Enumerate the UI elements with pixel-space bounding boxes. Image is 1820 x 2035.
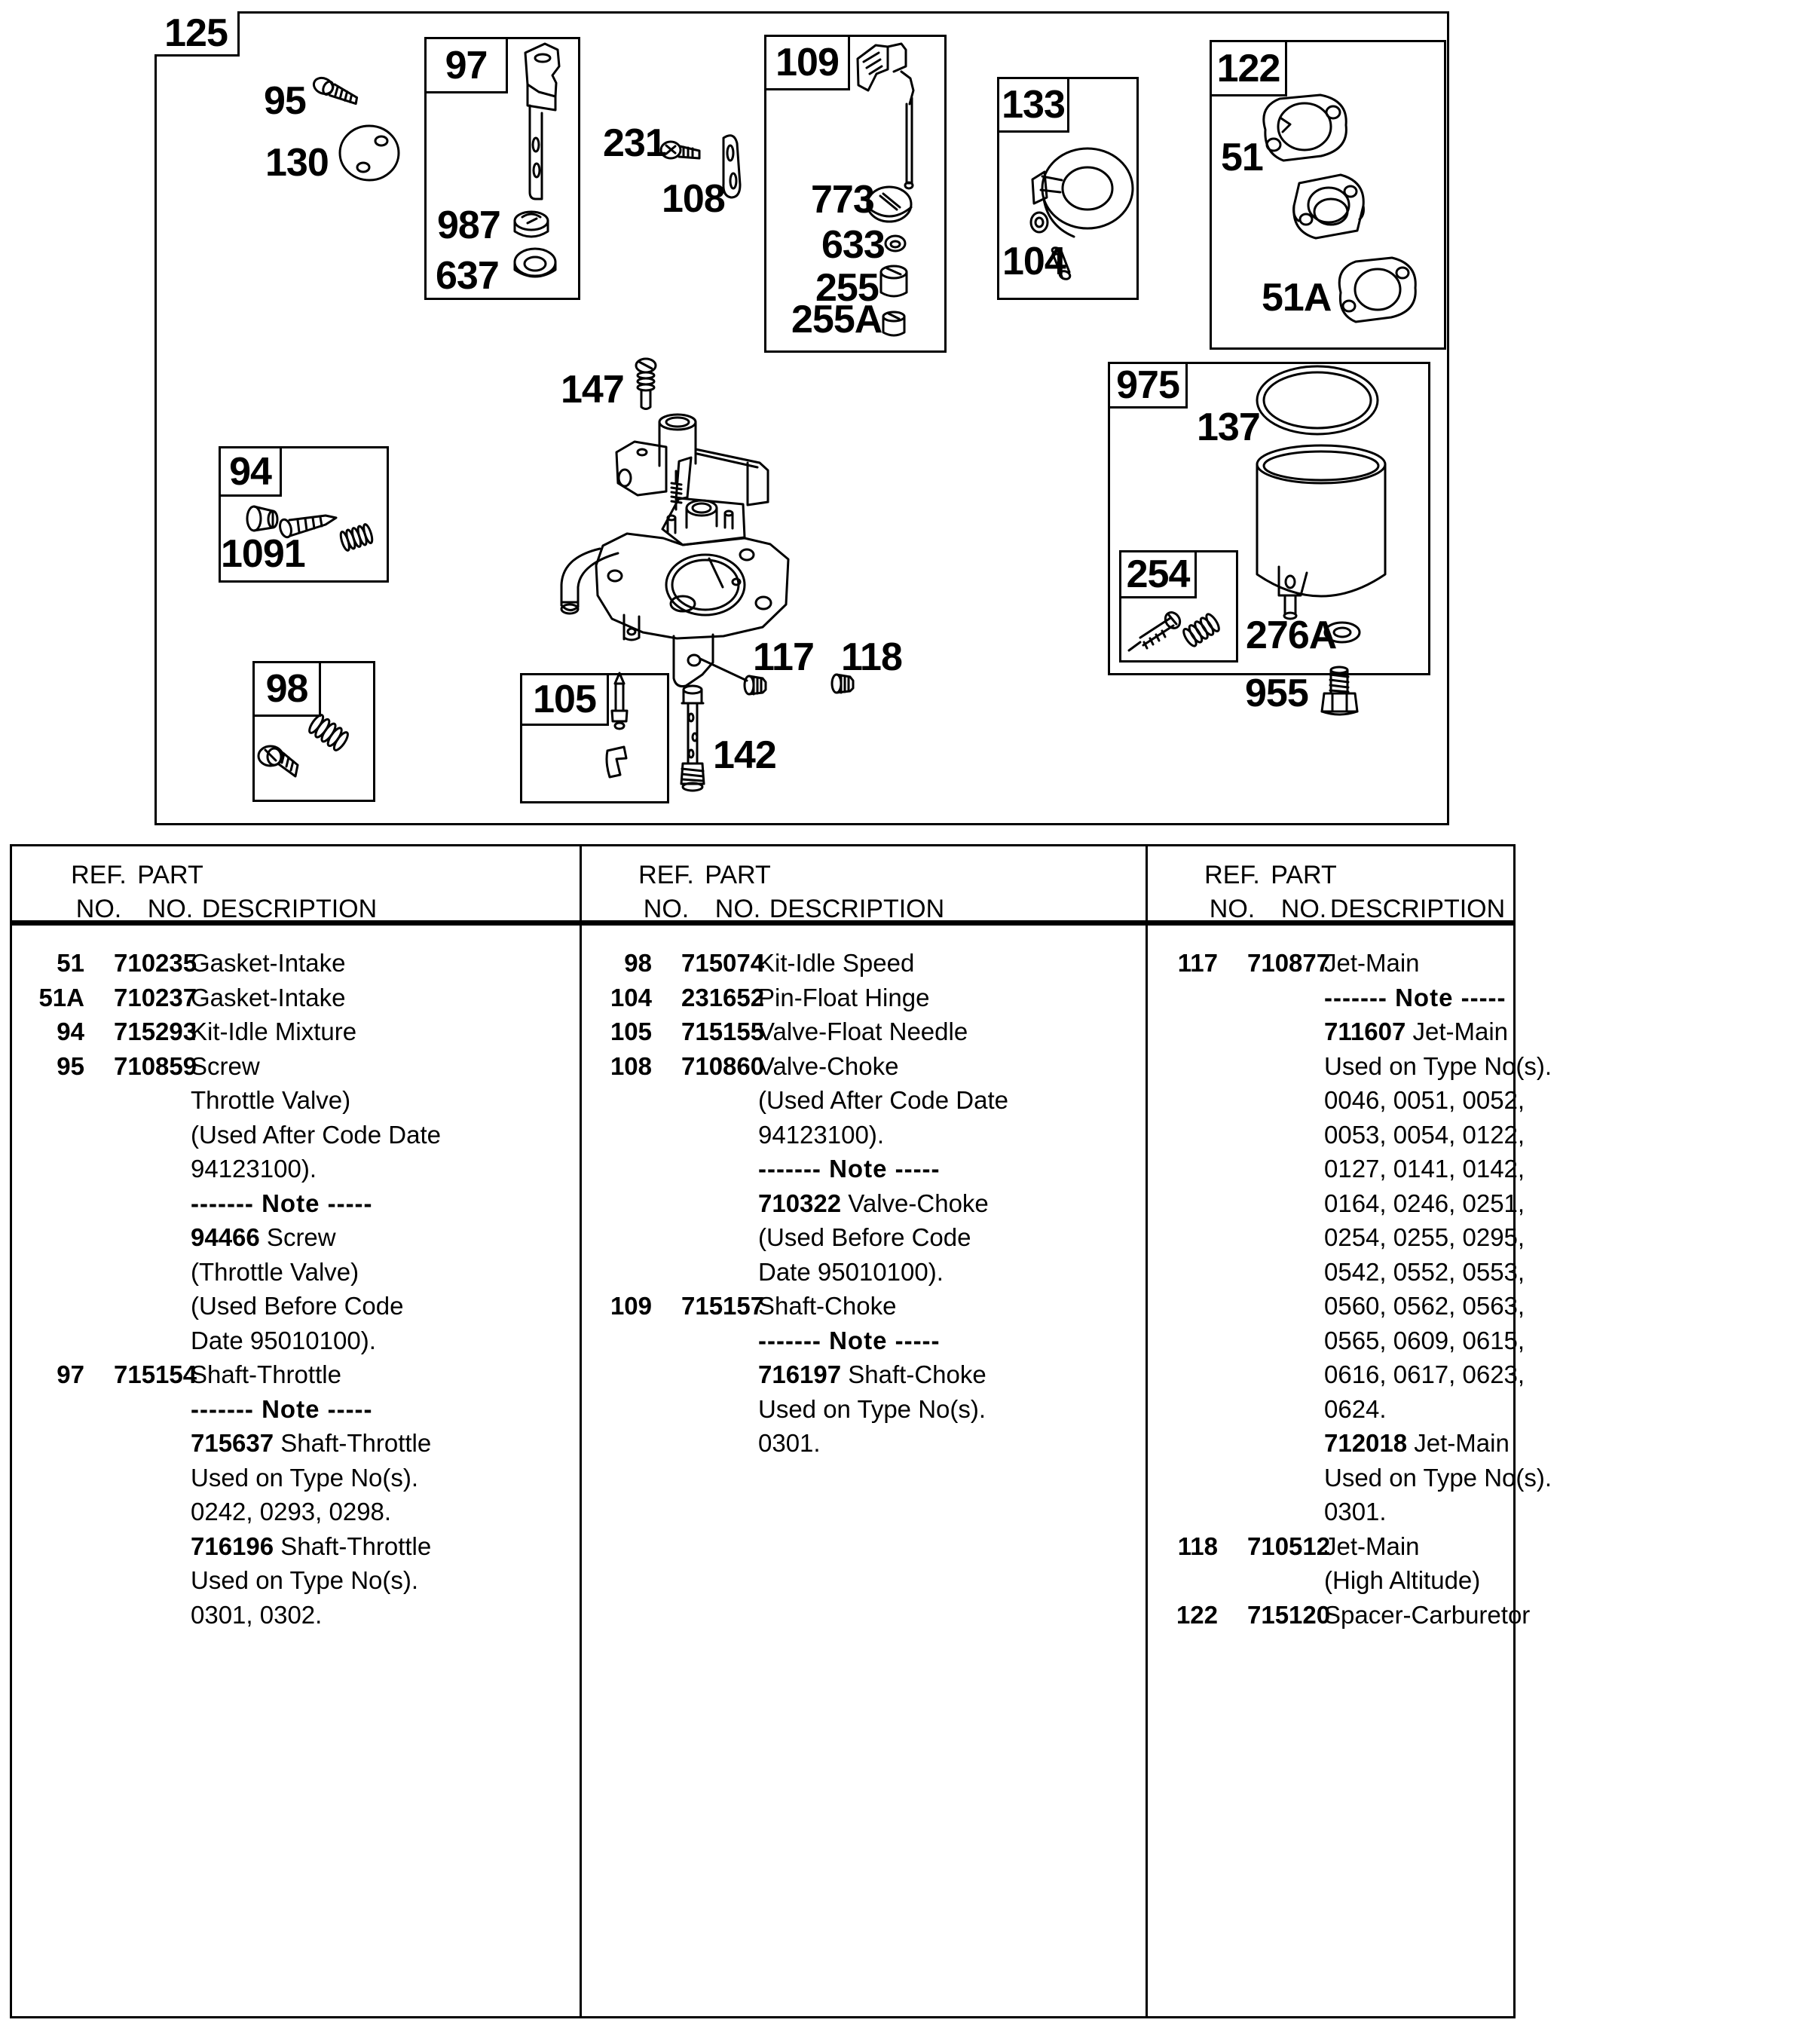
group-label-109-text: 109 [775,41,839,84]
description-cell: Kit-Idle Speed [758,949,915,977]
description-cell: (Used Before Code [758,1223,971,1251]
table-line [1146,1495,1513,1529]
description-cell: 0242, 0293, 0298. [191,1498,392,1525]
ref-no-cell: 104 [610,983,652,1011]
group-label-122-text: 122 [1216,46,1280,90]
col3-ref-header-line2: NO. [1209,895,1256,923]
group-label-94-text: 94 [229,449,271,494]
table-line [580,1426,1146,1461]
table-line [12,1186,580,1221]
group-label-98 [255,663,321,717]
description-cell: Kit-Idle Mixture [191,1017,357,1045]
part-no-cell: 715157 [681,1292,765,1320]
col1-ref-header-line1: REF. [71,861,127,889]
parts-table [10,844,1552,2018]
part-no-cell: 710859 [114,1051,197,1080]
ref-no-cell: 118 [1177,1532,1218,1560]
description-cell: Spacer-Carburetor [1324,1600,1531,1629]
description-cell: 94466 Screw [191,1223,336,1251]
description-cell: Date 95010100). [758,1257,944,1286]
note-divider: ------- Note ----- [758,1326,941,1354]
description-cell: Date 95010100). [191,1326,376,1354]
table-line [580,981,1146,1015]
part-no-cell: 715074 [681,949,765,977]
table-line [1146,1118,1525,1152]
table-line [12,1049,580,1084]
description-cell: Shaft-Throttle [191,1360,341,1388]
part-no-cell: 715154 [114,1360,197,1388]
description-cell: Gasket-Intake [191,983,346,1011]
part-label-104: 104 [1002,240,1066,283]
part-no-cell: 231652 [681,983,765,1011]
ref-no-cell: 94 [57,1017,84,1045]
description-cell: 0053, 0054, 0122, [1324,1120,1525,1149]
group-label-133-text: 133 [1002,83,1065,127]
part-label-276a: 276A [1246,614,1337,657]
table-line [12,1220,580,1255]
col2-desc-header: DESCRIPTION [769,895,945,923]
part-label-637: 637 [436,254,499,298]
part-label-231: 231 [603,121,666,165]
col1-desc-header: DESCRIPTION [201,895,378,923]
description-cell: 0542, 0552, 0553, [1324,1257,1525,1286]
part-label-147: 147 [561,368,624,412]
table-line [1146,1049,1552,1084]
description-cell: Used on Type No(s). [191,1566,419,1594]
table-line [12,1118,580,1152]
col3-part-header-line1: PART [1271,861,1337,889]
description-cell: 712018 Jet-Main [1324,1429,1510,1457]
table-line [580,1118,1146,1152]
description-cell: 710322 Valve-Choke [758,1189,989,1217]
ref-no-cell: 122 [1176,1600,1218,1629]
table-line [1146,1563,1513,1598]
description-cell: 0164, 0246, 0251, [1324,1189,1525,1217]
table-line [1146,1461,1552,1495]
part-label-987: 987 [437,204,500,247]
description-cell: Jet-Main [1324,949,1420,977]
part-label-255: 255 [815,266,879,310]
description-cell: (Used Before Code [191,1292,404,1320]
group-label-254 [1121,552,1197,598]
screw-231-icon [661,142,699,158]
col2-part-header-line1: PART [705,861,771,889]
group-label-97 [427,39,508,93]
table-line [580,946,1146,981]
part-label-773: 773 [811,178,874,222]
table-line [12,1495,580,1529]
group-label-975 [1110,364,1188,409]
description-cell: 0565, 0609, 0615, [1324,1326,1525,1354]
table-line [580,1186,1146,1221]
group-label-97-text: 97 [445,43,488,87]
ref-no-cell: 117 [1177,949,1218,977]
description-cell: 0301. [1324,1498,1387,1525]
part-label-1091: 1091 [221,532,305,576]
cover-plate-130-icon [340,126,399,180]
note-divider: ------- Note ----- [1324,983,1506,1011]
table-line [12,946,580,981]
part-label-130: 130 [265,141,329,185]
table-line [580,1392,1146,1427]
table-line [1146,1529,1513,1564]
part-label-51: 51 [1221,136,1263,179]
description-cell: 0046, 0051, 0052, [1324,1086,1525,1114]
part-no-cell: 710237 [114,983,197,1011]
description-cell: 0301, 0302. [191,1600,323,1629]
group-label-105-text: 105 [533,678,596,721]
col2-ref-header-line2: NO. [643,895,690,923]
col3-desc-header: DESCRIPTION [1329,895,1506,923]
description-cell: (Throttle Valve) [191,1257,359,1286]
col2-part-header-line2: NO. [714,895,761,923]
table-line [12,1461,580,1495]
ref-no-cell: 51 [57,949,84,977]
description-cell: 0560, 0562, 0563, [1324,1292,1525,1320]
part-label-255a: 255A [791,298,882,341]
group-label-254-text: 254 [1126,552,1190,596]
table-line [580,1255,1146,1290]
table-line [580,1152,1146,1186]
group-label-133 [999,79,1069,133]
col1-part-header-line1: PART [137,861,203,889]
group-label-98-text: 98 [265,667,308,711]
ref-no-cell: 105 [610,1017,652,1045]
table-line [1146,1598,1531,1633]
description-cell: Throttle Valve) [191,1086,351,1114]
ref-no-cell: 109 [610,1292,652,1320]
table-line [580,1357,1146,1392]
table-line [1146,1152,1525,1186]
group-label-975-text: 975 [1116,363,1179,407]
description-cell: Valve-Choke [758,1051,899,1080]
description-cell: 94123100). [191,1155,317,1183]
description-cell: 0616, 0617, 0623, [1324,1360,1525,1388]
description-cell: 0624. [1324,1394,1387,1423]
description-cell: 716197 Shaft-Choke [758,1360,986,1388]
part-no-cell: 715293 [114,1017,197,1045]
description-cell: (Used After Code Date [191,1120,441,1149]
group-label-125 [154,11,240,57]
group-label-125-text: 125 [164,11,228,55]
table-line [12,1152,580,1186]
part-no-cell: 710877 [1247,949,1331,977]
table-line [580,1289,1146,1324]
table-line [12,1324,580,1358]
table-line [1146,1392,1513,1427]
table-line [12,1598,580,1633]
part-no-cell: 715155 [681,1017,765,1045]
choke-valve-108-icon [723,136,740,197]
table-line [12,1357,580,1392]
part-no-cell: 710860 [681,1051,765,1080]
table-line [12,1014,580,1049]
table-line [1146,981,1513,1015]
table-line [1146,1324,1525,1358]
note-divider: ------- Note ----- [758,1155,941,1183]
part-label-142: 142 [713,733,776,777]
part-label-633: 633 [821,223,885,267]
description-cell: Used on Type No(s). [1324,1463,1552,1492]
col1-ref-header-line2: NO. [75,895,122,923]
description-cell: 94123100). [758,1120,884,1149]
part-label-955: 955 [1245,672,1308,715]
table-line [580,1220,1146,1255]
description-cell: (High Altitude) [1324,1566,1481,1594]
table-line [12,1529,580,1564]
screw-147-icon [636,359,656,409]
col3-part-header-line2: NO. [1280,895,1327,923]
part-no-cell: 715120 [1247,1600,1331,1629]
group-label-105 [522,675,609,726]
table-line [12,1083,580,1118]
description-cell: Shaft-Choke [758,1292,897,1320]
table-line [580,1014,1146,1049]
description-cell: 711607 Jet-Main [1324,1017,1509,1045]
description-cell: 0127, 0141, 0142, [1324,1155,1525,1183]
table-line [1146,1426,1513,1461]
description-cell: Used on Type No(s). [191,1463,419,1492]
table-line [1146,1289,1525,1324]
ref-no-cell: 97 [57,1360,84,1388]
part-label-117: 117 [753,635,814,679]
description-cell: 0301. [758,1429,821,1457]
description-cell: Jet-Main [1324,1532,1420,1560]
table-line [1146,1220,1525,1255]
col2-ref-header-line1: REF. [638,861,694,889]
description-cell: Valve-Float Needle [758,1017,968,1045]
description-cell: Gasket-Intake [191,949,346,977]
table-line [12,1392,580,1427]
table-column-2 [580,946,1146,1461]
table-line [580,1049,1146,1084]
part-label-108: 108 [662,177,725,221]
description-cell: (Used After Code Date [758,1086,1008,1114]
table-line [12,1255,580,1290]
table-line [580,1083,1146,1118]
part-label-137: 137 [1197,405,1260,449]
description-cell: Screw [191,1051,260,1080]
table-column-1 [12,946,580,1632]
table-line [12,1426,580,1461]
description-cell: Used on Type No(s). [1324,1051,1552,1080]
ref-no-cell: 98 [624,949,652,977]
part-label-118: 118 [841,635,902,679]
group-label-122 [1212,42,1287,96]
table-column-3 [1146,946,1552,1632]
part-label-95: 95 [264,79,306,123]
table-line [1146,1014,1513,1049]
group-label-94 [221,448,282,497]
table-line [12,1563,580,1598]
table-line [1146,1186,1525,1221]
part-no-cell: 710512 [1247,1532,1331,1560]
table-line [1146,1255,1525,1290]
col1-part-header-line2: NO. [147,895,194,923]
table-line [1146,946,1513,981]
description-cell: 716196 Shaft-Throttle [191,1532,432,1560]
description-cell: 715637 Shaft-Throttle [191,1429,432,1457]
ref-no-cell: 95 [57,1051,84,1080]
description-cell: Pin-Float Hinge [758,983,930,1011]
main-jet-tube-142-icon [681,686,704,791]
part-label-51a: 51A [1262,276,1332,320]
table-line [1146,1357,1525,1392]
table-line [580,1324,1146,1358]
part-no-cell: 710235 [114,949,197,977]
table-line [1146,1083,1525,1118]
note-divider: ------- Note ----- [191,1394,373,1423]
description-cell: Used on Type No(s). [758,1394,986,1423]
screw-95-icon [311,75,360,108]
ref-no-cell: 108 [610,1051,652,1080]
description-cell: 0254, 0255, 0295, [1324,1223,1525,1251]
ref-no-cell: 51A [38,983,84,1011]
table-line [12,981,580,1015]
group-label-109 [766,37,850,90]
col3-ref-header-line1: REF. [1204,861,1260,889]
table-line [12,1289,580,1324]
note-divider: ------- Note ----- [191,1189,373,1217]
